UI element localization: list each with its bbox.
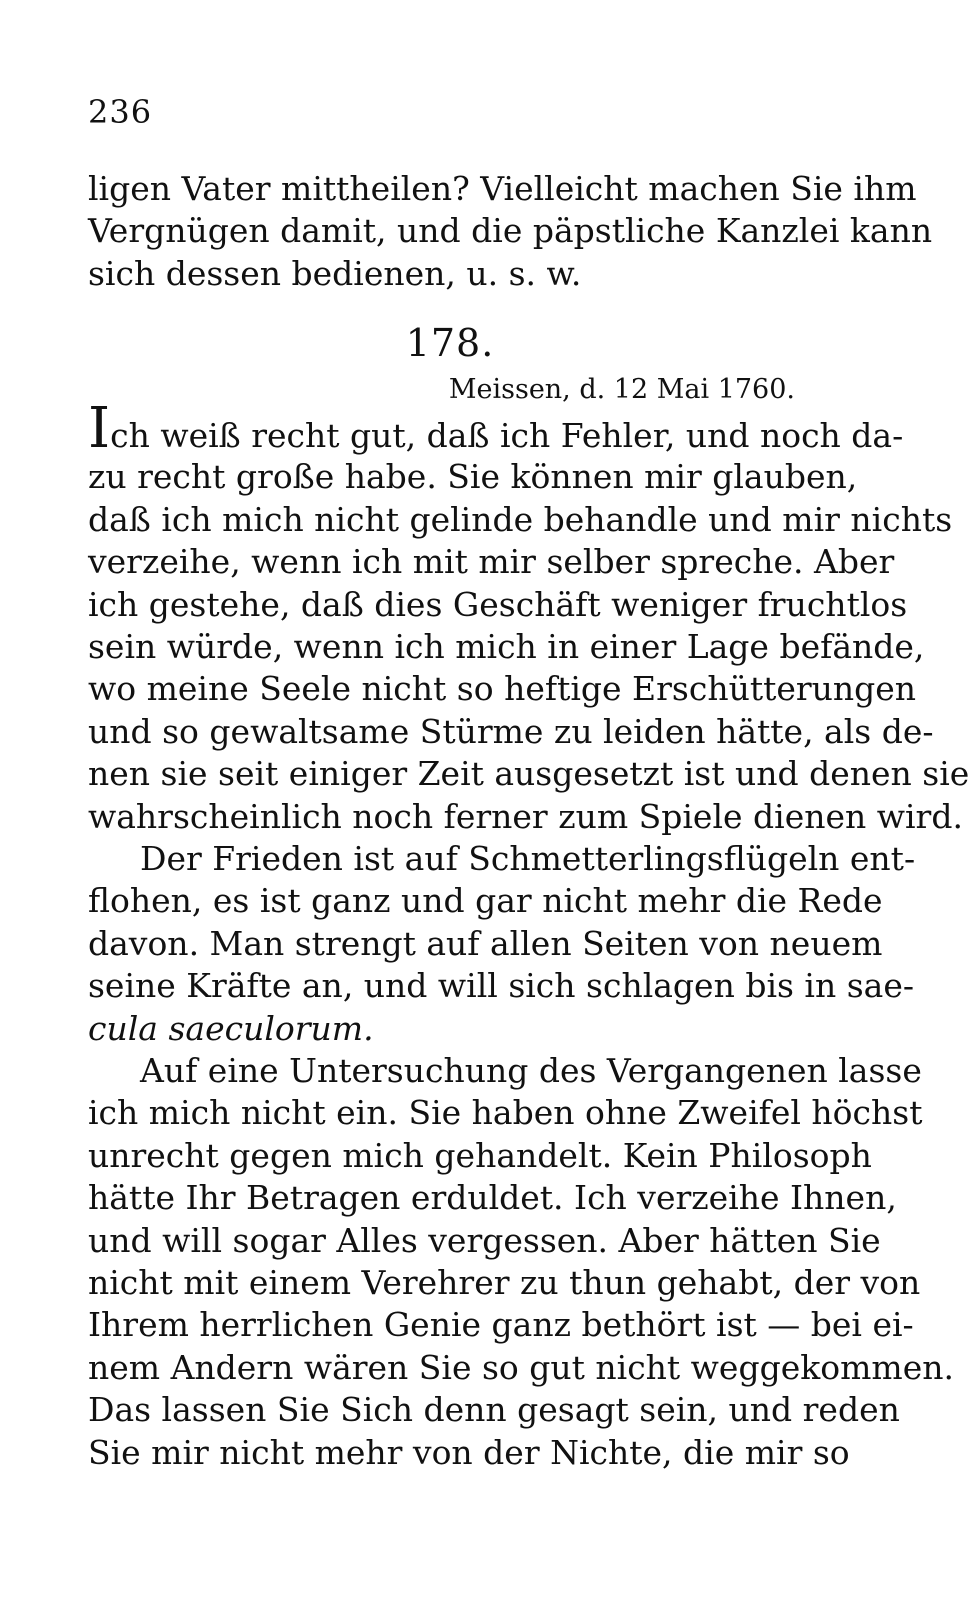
text-line: zu recht große habe. Sie können mir glauben, — [88, 457, 858, 497]
text-line: flohen, es ist ganz und gar nicht mehr die Rede — [88, 881, 883, 921]
text-line: Ihrem herrlichen Genie ganz bethört ist — bei ei- — [88, 1305, 914, 1345]
text-line: Auf eine Untersuchung des Vergangenen lasse — [140, 1051, 922, 1090]
letter-paragraph-3 — [88, 1050, 954, 1474]
text-line: verzeihe, wenn ich mit mir selber spreche. Aber — [88, 542, 895, 582]
text-line: nem Andern wären Sie so gut nicht weggekommen. — [88, 1347, 954, 1387]
text-line: ich mich nicht ein. Sie haben ohne Zweifel höchst — [88, 1093, 923, 1133]
text-line: Sie mir nicht mehr von der Nichte, die mir so — [88, 1432, 850, 1472]
text-line: wo meine Seele nicht so heftige Erschütterungen — [88, 669, 917, 709]
text-line: unrecht gegen mich gehandelt. Kein Philosoph — [88, 1135, 872, 1175]
text-line: wahrscheinlich noch ferner zum Spiele dienen wird. — [88, 796, 963, 836]
text-line: nen sie seit einiger Zeit ausgesetzt ist und denen sie — [88, 754, 969, 794]
text-line: daß ich mich nicht gelinde behandle und mir nichts — [88, 499, 953, 539]
text-line: sein würde, wenn ich mich in einer Lage befände, — [88, 626, 925, 666]
text-line: seine Kräfte an, und will sich schlagen bis in sae- — [88, 966, 915, 1006]
text-line: und so gewaltsame Stürme zu leiden hätte, als de- — [88, 711, 934, 751]
text-line: Das lassen Sie Sich denn gesagt sein, und reden — [88, 1390, 900, 1430]
text-line: Vergnügen damit, und die päpstliche Kanzlei kann — [88, 211, 933, 251]
letter-paragraph-2 — [88, 838, 916, 1050]
text-line: nicht mit einem Verehrer zu thun gehabt, der von — [88, 1262, 921, 1302]
letter-paragraph-1 — [88, 396, 969, 838]
letter-number: 178. — [405, 321, 495, 365]
text-line: hätte Ihr Betragen erduldet. Ich verzeihe Ihnen, — [88, 1178, 897, 1218]
text-line: Der Frieden ist auf Schmetterlingsflügeln ent- — [140, 839, 916, 878]
latin-phrase: cula saeculorum. — [88, 1008, 374, 1048]
continued-text — [88, 168, 933, 295]
text-line: ich gestehe, daß dies Geschäft weniger fruchtlos — [88, 584, 908, 624]
text-line: sich dessen bedienen, u. s. w. — [88, 253, 582, 293]
text-line: und will sogar Alles vergessen. Aber hätten Sie — [88, 1220, 881, 1260]
text-line: Ich weiß recht gut, daß ich Fehler, und noch da- — [88, 396, 904, 461]
page-number: 236 — [88, 93, 153, 131]
text-line: davon. Man strengt auf allen Seiten von neuem — [88, 923, 883, 963]
text-line: ligen Vater mittheilen? Vielleicht machen Sie ihm — [88, 169, 917, 208]
letter-dateline: Meissen, d. 12 Mai 1760. — [448, 374, 795, 405]
